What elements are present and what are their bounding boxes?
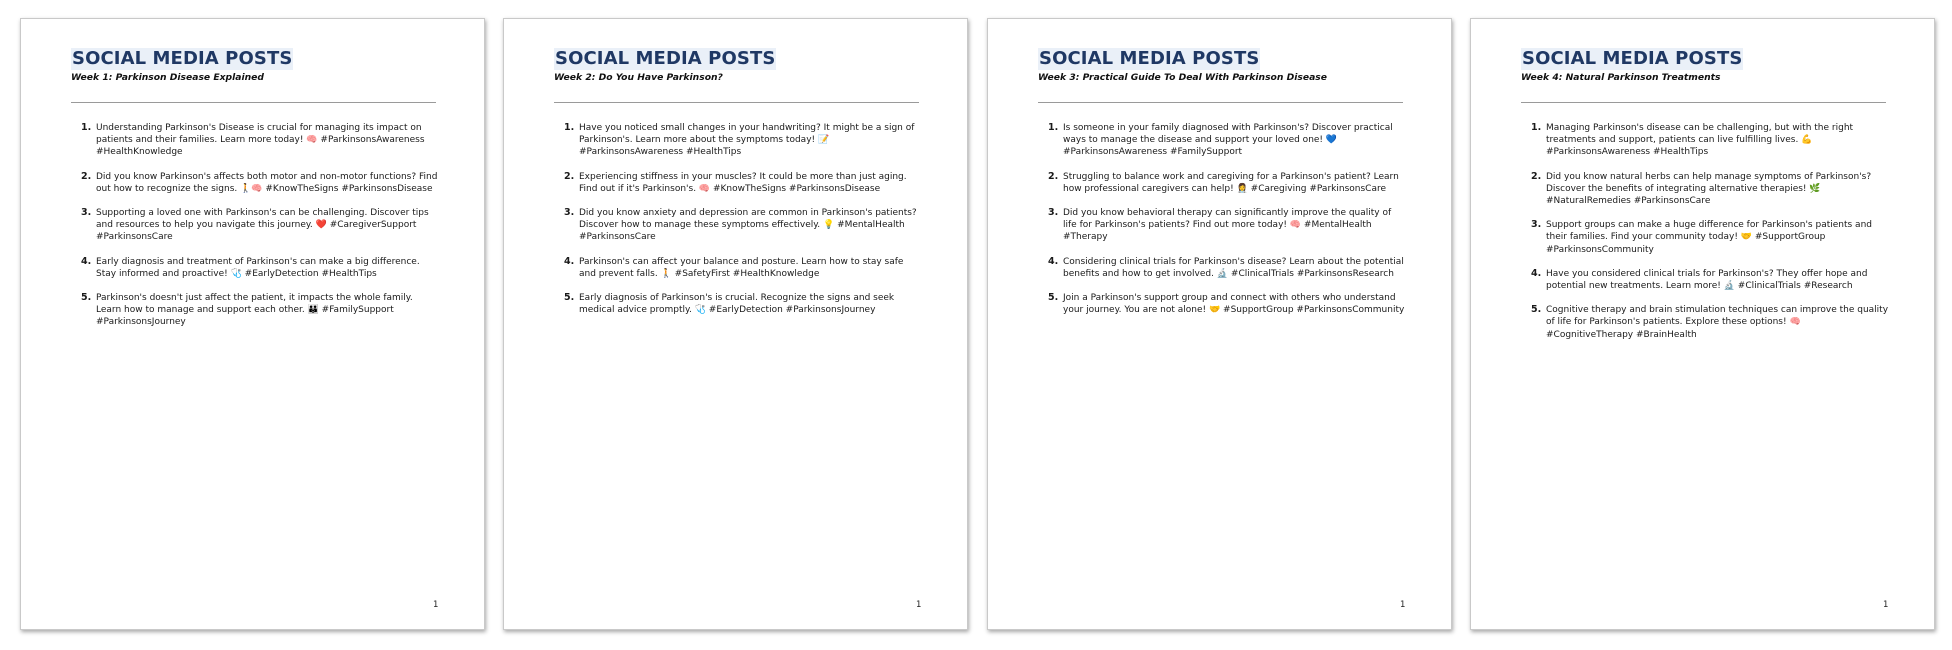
post-list [1521, 122, 1889, 353]
horizontal-divider [71, 102, 436, 103]
page-number: 1 [433, 600, 439, 610]
list-item: Managing Parkinson's disease can be challenging, but with the right treatments and support, patients can live fulfilling lives. 💪 #ParkinsonsAwareness #HealthTips [1546, 123, 1854, 158]
page-title: SOCIAL MEDIA POSTS [1039, 48, 1260, 69]
horizontal-divider [1038, 102, 1403, 103]
page-title: SOCIAL MEDIA POSTS [1522, 48, 1743, 69]
list-item: Have you considered clinical trials for Parkinson's? They offer hope and potential new treatments. Learn more! 🔬 #ClinicalTrials #Research [1546, 268, 1868, 292]
list-item: Did you know behavioral therapy can significantly improve the quality of life for Parkinson's patients? Find out more today! 🧠 #MentalHealth #Therapy [1063, 208, 1392, 243]
post-list [71, 122, 439, 341]
list-item: Join a Parkinson's support group and connect with others who understand your journey. You are not alone! 🤝 #SupportGroup #ParkinsonsCommunity [1063, 293, 1405, 316]
page-subtitle: Week 2: Do You Have Parkinson? [554, 72, 723, 83]
list-item: Parkinson's doesn't just affect the patient, it impacts the whole family. Learn how to manage and support each other. 👪 #FamilySupport #ParkinsonsJourney [96, 293, 413, 328]
list-item: Did you know Parkinson's affects both motor and non-motor functions? Find out how to recognize the signs. 🚶🧠 #KnowTheSigns #ParkinsonsDisease [96, 171, 438, 194]
list-item: Support groups can make a huge difference for Parkinson's patients and their families. Find your community today! 🤝 #SupportGroup #ParkinsonsCommunity [1546, 220, 1872, 255]
document-page-week-3 [987, 18, 1452, 630]
list-item: Struggling to balance work and caregiving for a Parkinson's patient? Learn how professional caregivers can help! 👩‍⚕️ #Caregiving #ParkinsonsCare [1063, 171, 1399, 194]
list-item: Early diagnosis and treatment of Parkinson's can make a big difference. Stay informed and proactive! 🩺 #EarlyDetection #HealthTips [96, 256, 420, 279]
list-item: Cognitive therapy and brain stimulation techniques can improve the quality of life for Parkinson's patients. Explore these options! 🧠 #CognitiveTherapy #BrainHealth [1546, 305, 1889, 340]
page-subtitle: Week 3: Practical Guide To Deal With Parkinson Disease [1038, 72, 1327, 83]
list-item: Parkinson's can affect your balance and posture. Learn how to stay safe and prevent falls. 🚶 #SafetyFirst #HealthKnowledge [579, 256, 904, 279]
post-list [554, 122, 922, 328]
list-item: Supporting a loved one with Parkinson's can be challenging. Discover tips and resources to help you navigate this journey. ❤️ #CaregiverSupport #ParkinsonsCare [96, 208, 429, 243]
horizontal-divider [554, 102, 919, 103]
page-number: 1 [1883, 600, 1889, 610]
document-page-week-4 [1470, 18, 1935, 630]
list-item: Have you noticed small changes in your handwriting? It might be a sign of Parkinson's. Learn more about the symptoms today! 📝 #ParkinsonsAwareness #HealthTips [579, 123, 915, 158]
page-subtitle: Week 1: Parkinson Disease Explained [71, 72, 264, 83]
list-item: Considering clinical trials for Parkinson's disease? Learn about the potential benefits and how to get involved. 🔬 #ClinicalTrials #ParkinsonsResearch [1063, 256, 1404, 279]
page-subtitle: Week 4: Natural Parkinson Treatments [1521, 72, 1721, 83]
page-title: SOCIAL MEDIA POSTS [555, 48, 776, 69]
page-title: SOCIAL MEDIA POSTS [72, 48, 293, 69]
post-list [1038, 122, 1406, 328]
list-item: Experiencing stiffness in your muscles? It could be more than just aging. Find out if it's Parkinson's. 🧠 #KnowTheSigns #ParkinsonsDisease [579, 171, 907, 194]
page-number: 1 [1400, 600, 1406, 610]
page-number: 1 [916, 600, 922, 610]
list-item: Is someone in your family diagnosed with Parkinson's? Discover practical ways to manage the disease and support your loved one! 💙 #ParkinsonsAwareness #FamilySupport [1063, 123, 1393, 158]
list-item: Did you know natural herbs can help manage symptoms of Parkinson's? Discover the benefits of integrating alternative therapies! 🌿 #NaturalRemedies #ParkinsonsCare [1546, 171, 1872, 207]
document-page-week-1 [20, 18, 485, 630]
horizontal-divider [1521, 102, 1886, 103]
document-page-week-2 [503, 18, 968, 630]
list-item: Early diagnosis of Parkinson's is crucial. Recognize the signs and seek medical advice promptly. 🩺 #EarlyDetection #ParkinsonsJourney [579, 293, 895, 316]
list-item: Did you know anxiety and depression are common in Parkinson's patients? Discover how to manage these symptoms effectively. 💡 #MentalHealth #ParkinsonsCare [579, 208, 917, 243]
list-item: Understanding Parkinson's Disease is crucial for managing its impact on patients and their families. Learn more today! 🧠 #ParkinsonsAwareness #HealthKnowledge [96, 123, 425, 158]
